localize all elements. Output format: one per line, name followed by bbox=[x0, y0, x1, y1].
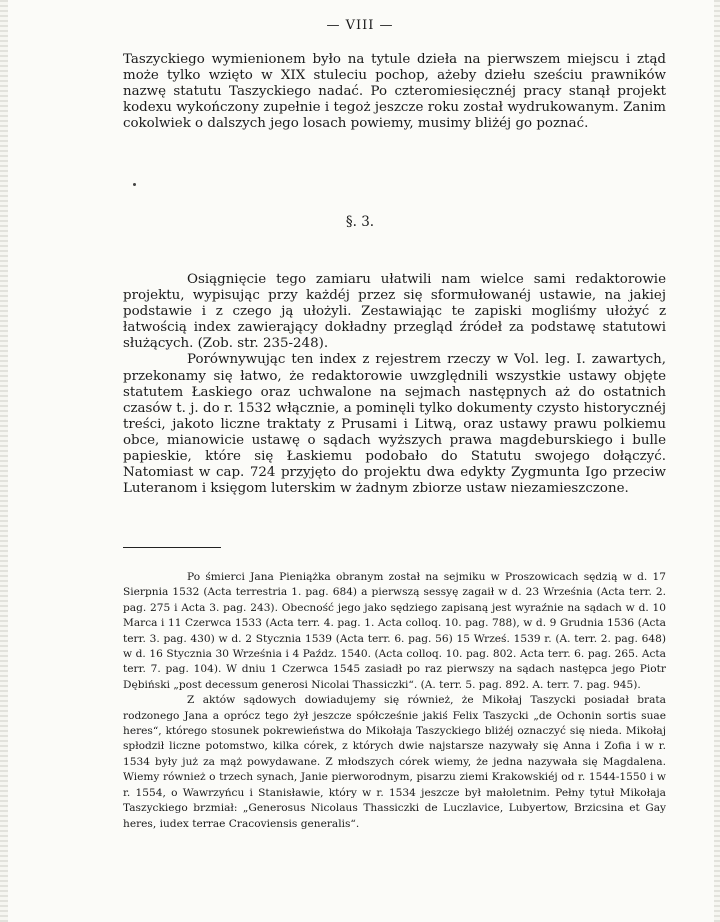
footnote-2: Z aktów sądowych dowiadujemy się również, że Mikołaj Taszycki posiadał brata rodzonego Jana a oprócz tego żył jeszcze spółcześnie jakiś Felix Taszycki „de Ochonin sortis suae heres“, którego stosunek pokrewieństwa do Mikołaja Taszyckiego bliżéj oznaczyć się nieda. Mikołaj spłodził liczne potomstwo, kilka córek, z których dwie najstarsze nazywały się Anna i Zofia i w r. 1534 były już za mąż powydawane. Z młodszych córek wiemy, że jedna nazywała się Magdalena. Wiemy również o trzech synach, Janie pierworodnym, pisarzu ziemi Krakowskiéj od r. 1544-1550 i w r. 1554, o Wawrzyńcu i Stanisławie, który w r. 1534 jeszcze był małoletnim. Pełny tytuł Mikołaja Taszyckiego brzmiał: „Generosus Nicolaus Thassiczki de Luczlavice, Lubyertow, Brzicsina et Gay heres, iudex terrae Cracoviensis generalis“. bbox=[123, 694, 666, 830]
footnotes bbox=[123, 570, 666, 832]
intro-text: Taszyckiego wymienionem było na tytule dzieła na pierwszem miejscu i ztąd może tylko wzięto w XIX stuleciu pochop, ażeby dziełu sześciu prawników nazwę statutu Taszyckiego nadać. Po czteromiesięcznéj pracy stanął projekt kodexu wykończony zupełnie i tegoż jeszcze roku został wydrukowanym. Zanim cokolwiek o dalszych jego losach powiemy, musimy bliżéj go poznać. bbox=[123, 52, 666, 132]
intro-paragraph bbox=[123, 52, 666, 132]
section-heading: §. 3. bbox=[345, 214, 375, 230]
body-paragraph-2: Porównywując ten index z rejestrem rzeczy w Vol. leg. I. zawartych, przekonamy się łatwo, że redaktorowie uwzględnili wszystkie ustawy objęte statutem Łaskiego oraz uchwalone na sejmach następnych aż do ostatnich czasów t. j. do r. 1532 włącznie, a pominęli tylko dokumenty czysto historycznéj treści, jakoto liczne traktaty z Prusami i Litwą, oraz ustawy prawu polkiemu obce, mianowicie ustawę o sądach wyższych prawa magdeburskiego i bulle papieskie, które się Łaskiemu podobało do Statutu swojego dołączyć. Natomiast w cap. 724 przyjęto do projektu dwa edykty Zygmunta Igo przeciw Luteranom i księgom luterskim w żadnym zbiorze ustaw niezamieszczone. bbox=[123, 352, 666, 497]
page-left-edge bbox=[0, 0, 8, 922]
section-body bbox=[123, 272, 666, 497]
print-speck bbox=[133, 183, 136, 186]
footnote-1: Po śmierci Jana Pieniążka obranym został na sejmiku w Proszowicach sędzią w d. 17 Sierpnia 1532 (Acta terrestria 1. pag. 684) a pierwszą sessyę zagaił w d. 23 Września (Acta terr. 2. pag. 275 i Acta 3. pag. 243). Obecność jego jako sędziego zapisaną jest wyraźnie na sądach w d. 10 Marca i 11 Czerwca 1533 (Acta terr. 4. pag. 1. Acta colloq. 10. pag. 788), w d. 9 Grudnia 1536 (Acta terr. 3. pag. 430) w d. 2 Stycznia 1539 (Acta terr. 6. pag. 56) 15 Wrześ. 1539 r. (A. terr. 2. pag. 648) w d. 16 Stycznia 30 Września i 4 Paźdz. 1540. (Acta colloq. 10. pag. 802. Acta terr. 6. pag. 265. Acta terr. 7. pag. 104). W dniu 1 Czerwca 1545 zasiadł po raz pierwszy na sądach następca jego Piotr Dębiński „post decessum generosi Nicolai Thassiczki“. (A. terr. 5. pag. 892. A. terr. 7. pag. 945). bbox=[123, 571, 666, 691]
footnote-divider bbox=[123, 547, 221, 548]
page-right-edge bbox=[714, 0, 720, 922]
page-number: — VIII — bbox=[326, 18, 394, 33]
body-paragraph-1: Osiągnięcie tego zamiaru ułatwili nam wielce sami redaktorowie projektu, wypisując przy każdéj przez się sformułowanéj ustawie, na jakiej podstawie i z czego ją ułożyli. Zestawiając te zapiski mogliśmy ułożyć z łatwością index zawierający dokładny przegląd źródeł za podstawę statutowi służących. (Zob. str. 235-248). bbox=[123, 272, 666, 352]
